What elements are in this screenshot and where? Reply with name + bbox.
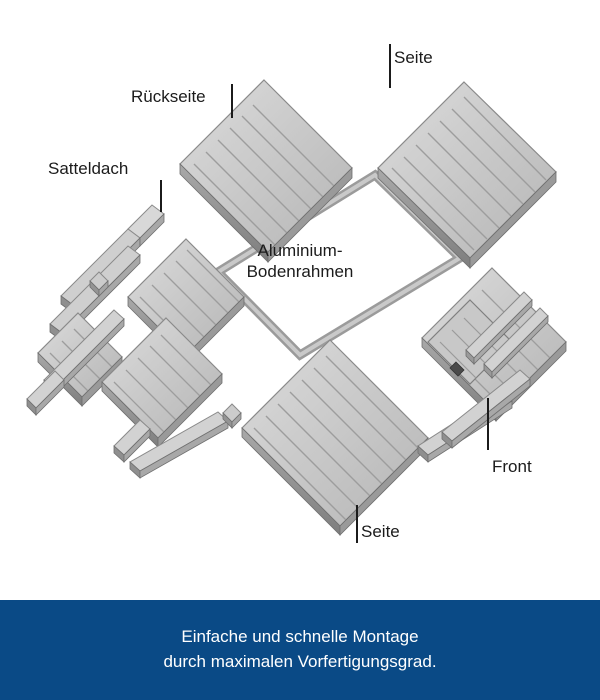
footer-line-1: Einfache und schnelle Montage <box>181 627 419 647</box>
label-rueckseite: Rückseite <box>131 87 206 106</box>
part-seite-top-right <box>378 82 556 268</box>
label-bodenrahmen-line1: Aluminium- <box>257 241 343 260</box>
label-seite-bottom: Seite <box>361 522 400 541</box>
leader-line-satteldach <box>160 180 162 212</box>
label-seite-top: Seite <box>394 48 433 67</box>
leader-line-seite-bottom <box>356 505 358 543</box>
label-satteldach: Satteldach <box>48 159 129 178</box>
part-seite-bottom <box>242 340 428 535</box>
label-front: Front <box>492 457 532 476</box>
part-rueckseite <box>180 80 352 262</box>
leader-line-rueckseite <box>231 84 233 118</box>
label-bodenrahmen-line2: Bodenrahmen <box>246 262 354 282</box>
footer-banner <box>0 600 600 700</box>
leader-line-front <box>487 398 489 450</box>
label-aluminium-bodenrahmen <box>247 240 354 283</box>
leader-line-seite-top <box>389 44 391 88</box>
footer-line-2: durch maximalen Vorfertigungsgrad. <box>163 652 437 671</box>
part-beam-lower-left-2 <box>27 371 64 415</box>
